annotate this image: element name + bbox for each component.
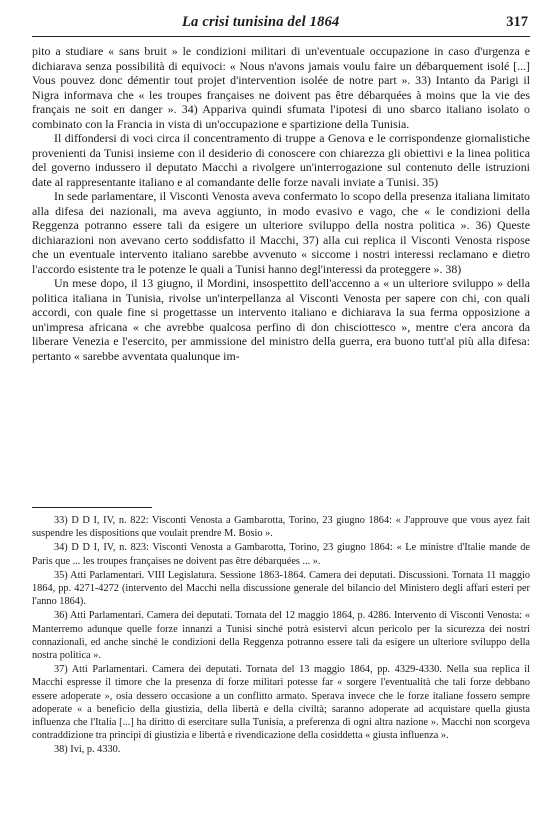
footnote-36: 36) Atti Parlamentari. Camera dei deputati. Tornata del 12 maggio 1864, p. 4286. Intervento di Visconti Venosta: « Manterremo adunque quelle forze innanzi a Tunisi sinché potrà esistervi alcun pericolo per la sicurezza dei nostri connazionali, ed anche sinché le condizioni della Reggenza potranno essere tali da esigere un ulteriore sviluppo della nostra politica ».: [32, 610, 530, 662]
page-number: 317: [506, 14, 528, 30]
footnote-35: 35) Atti Parlamentari. VIII Legislatura. Sessione 1863-1864. Camera dei deputati. Discussioni. Tornata 11 maggio 1864, pp. 4271-4272 (intervento del Macchi nella discussione generale del bilancio del Ministero degli affari esteri per l'anno 1864).: [32, 569, 530, 608]
running-title: La crisi tunisina del 1864: [182, 14, 340, 30]
paragraph-2: Il diffondersi di voci circa il concentramento di truppe a Genova e le corrispondenze giornalistiche provenienti da Tunisi insieme con il desiderio di conoscere con chiarezza gli obiettivi e la linea politica del governo indussero il deputato Macchi a rivolgere un'interrogazione sul contenuto delle istruzioni date al rappresentante italiano e al comandante delle forze navali inviate a Tunisi. 35): [32, 131, 530, 189]
footnote-rule: [32, 507, 152, 508]
header-rule: [32, 36, 530, 37]
page-header: [32, 14, 530, 38]
footnote-38: 38) Ivi, p. 4330.: [54, 744, 121, 756]
paragraph-4: Un mese dopo, il 13 giugno, il Mordini, insospettito dell'accenno a « un ulteriore sviluppo » della politica italiana in Tunisia, rivolse un'interpellanza al Visconti Venosta per sapere con chi, con quali accordi, con quale fine si progettasse un intervento italiano e dichiarava la sua ferma opposizione a un'impresa africana « che avrebbe qualcosa perfino di don chisciottesco », mentre c'era ancora da liberare Venezia e l'esercito, per ammissione del ministro della guerra, era buono tutt'al più alla difesa: pertanto « sarebbe avventata qualunque im-: [32, 276, 530, 363]
paragraph-1: pito a studiare « sans bruit » le condizioni militari di un'eventuale occupazione in caso d'urgenza e dichiarava senza possibilità di equivoci: « Nous n'avons jamais voulu faire un débarquement isolé [...] Vous pouvez donc démentir tout projet d'intervention isolée de notre part ». 33) Intanto da Parigi il Nigra informava che « les troupes françaises ne doivent pas être débarquées à moins que la vie des français ne soit en danger ». 34) Appariva quindi sfumata l'ipotesi di uno sbarco italiano isolato o combinato con la Francia in vista di un'occupazione e spartizione della Tunisia.: [32, 44, 530, 131]
footnote-34: 34) D D I, IV, n. 823: Visconti Venosta a Gambarotta, Torino, 23 giugno 1864: « Le ministre d'Italie mande de Paris que ... les troupes françaises ne doivent pas être débarquées ... ».: [32, 542, 530, 567]
footnote-33: 33) D D I, IV, n. 822: Visconti Venosta a Gambarotta, Torino, 23 giugno 1864: « J'approuve que vous ayez fait suspendre les dispositions que voulait prendre M. Bosio ».: [32, 515, 530, 540]
main-text: [32, 44, 530, 363]
paragraph-3: In sede parlamentare, il Visconti Venosta aveva confermato lo scopo della presenza italiana limitato alla difesa dei nazionali, ma aveva aggiunto, in modo evasivo e vago, che « le condizioni della Reggenza potranno essere tali da esigere un ulteriore sviluppo della nostra politica ». 36) Queste dichiarazioni non avevano certo soddisfatto il Macchi, 37) alla cui replica il Visconti Venosta rispose che un eventuale intervento italiano sarebbe avvenuto « siccome i nostri interessi reclamano e dietro l'accordo esistente tra le potenze le quali a Tunisi hanno degl'interessi da proteggere ». 38): [32, 189, 530, 276]
footnote-37: 37) Atti Parlamentari. Camera dei deputati. Tornata del 13 maggio 1864, pp. 4329-4330. Nella sua replica il Macchi espresse il timore che la presenza di forze militari potesse far « sorgere l'eventualità che tali forze debbano essere adoperate », osia dessero occasione a un conflitto armato. Sperava invece che le forze italiane fossero sempre adoperate « a beneficio della giustizia, della libertà e della civiltà; saranno adoperate ad acquistare quella giusta influenza che l'Italia [...] ha diritto di esercitare sulla Tunisia, a preferenza di ogni altra nazione ». Macchi non scorgeva contraddizione tra principi di giustizia e libertà e rivendicazione della cosiddetta « giusta influenza ».: [32, 664, 530, 742]
footnotes: [32, 514, 530, 758]
